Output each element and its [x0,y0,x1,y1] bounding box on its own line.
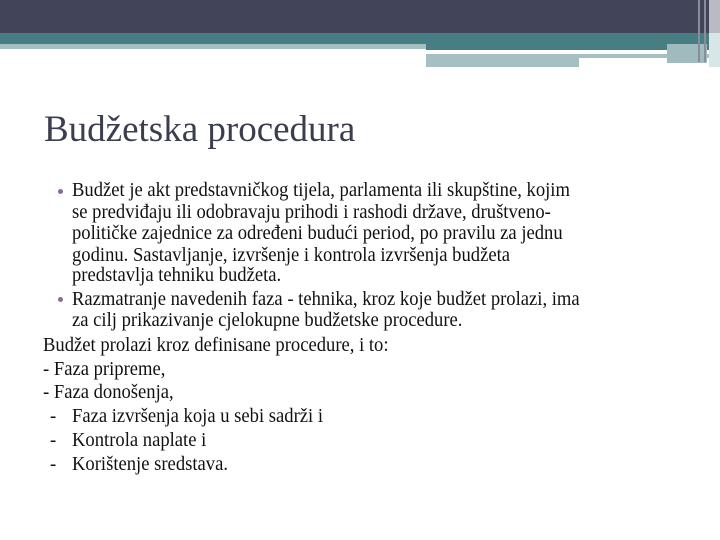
bullet-1-line: predstavlja tehniku budžeta. [72,264,282,286]
dash-item: Korištenje sredstava. [72,453,228,475]
bullet-1-line: se predviđaju ili odobravaju prihodi i rashodi države, društveno- [72,201,551,223]
bullet-icon [58,297,63,302]
bullet-2-line: za cilj prikazivanje cjelokupne budžetske procedure. [72,309,463,331]
plain-line: - Faza pripreme, [43,358,166,380]
slide-title: Budžetska procedura [44,109,356,150]
bullet-1-line: političke zajednice za određeni budući period, po pravilu za jednu [72,222,563,244]
plain-line: Budžet prolazi kroz definisane procedure, i to: [43,334,389,356]
bullet-2-line: Razmatranje navedenih faza - tehnika, kroz koje budžet prolazi, ima [72,288,580,310]
dash-item: Faza izvršenja koja u sebi sadrži i [72,405,324,427]
dash-item: Kontrola naplate i [72,429,207,451]
dash-icon: - [50,429,57,451]
plain-line: - Faza donošenja, [43,381,174,403]
dash-icon: - [50,405,57,427]
bullet-1-line: Budžet je akt predstavničkog tijela, parlamenta ili skupštine, kojim [72,179,570,201]
bullet-icon [58,189,63,194]
dash-icon: - [50,453,57,475]
bullet-1-line: godinu. Sastavljanje, izvršenje i kontrola izvršenja budžeta [72,244,511,266]
